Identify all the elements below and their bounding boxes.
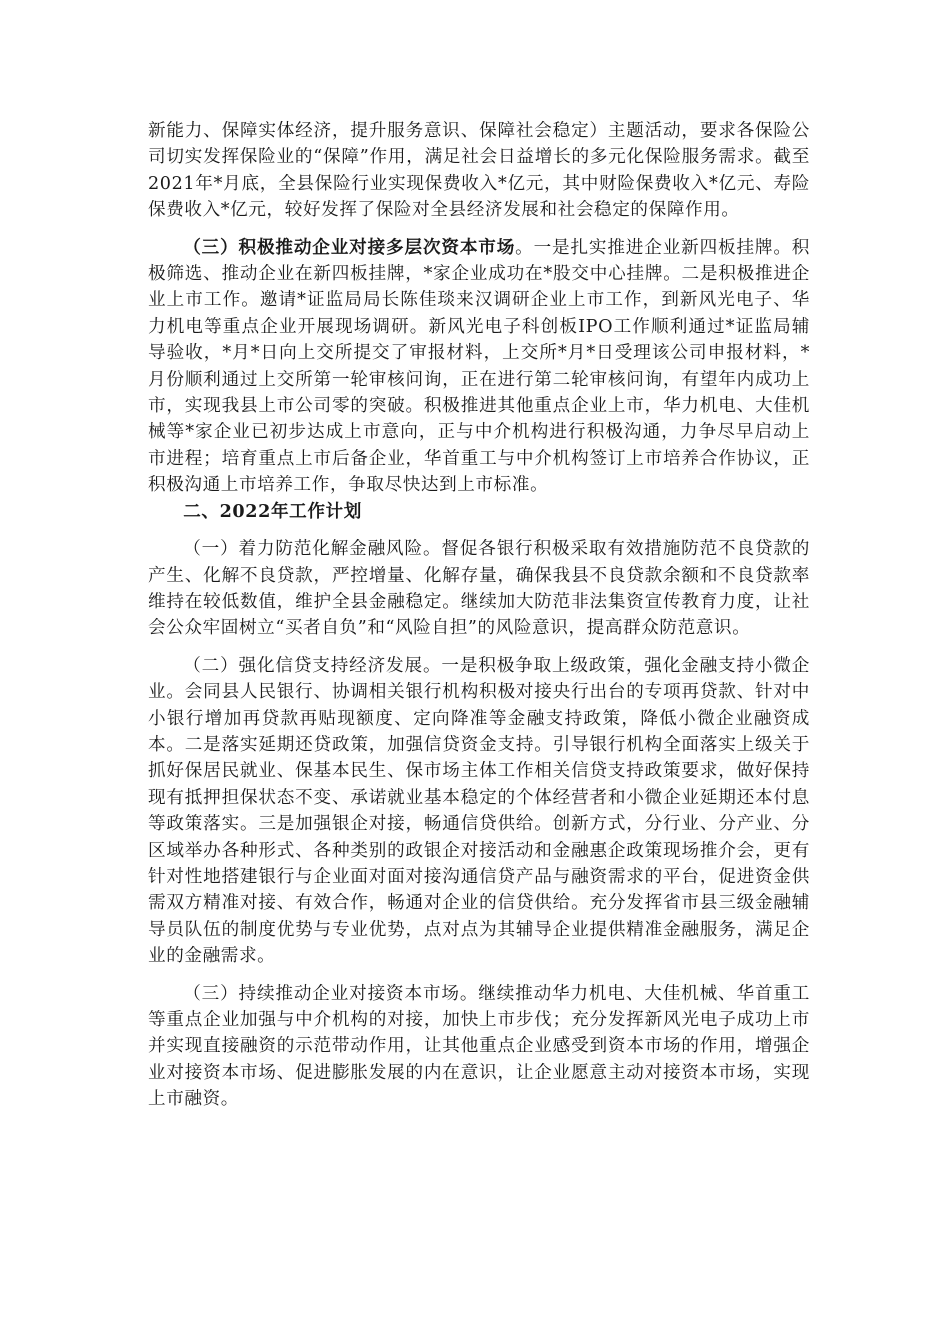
paragraph-lead-heading: （三）积极推动企业对接多层次资本市场 bbox=[183, 236, 516, 258]
paragraph-insurance-summary: 新能力、保障实体经济，提升服务意识、保障社会稳定）主题活动，要求各保险公司切实发挥保险业的“保障”作用，满足社会日益增长的多元化保险服务需求。截至2021年*月底，全县保险行业实现保费收入*亿元，其中财险保费收入*亿元、寿险保费收入*亿元，较好发挥了保险对全县经济发展和社会稳定的保障作用。 bbox=[148, 121, 810, 221]
document-body bbox=[148, 118, 810, 1113]
paragraph-capital-market-progress bbox=[148, 235, 810, 499]
paragraph-body-text: 。一是扎实推进企业新四板挂牌。积极筛选、推动企业在新四板挂牌，*家企业成功在*股交中心挂牌。二是积极推进企业上市工作。邀请*证监局局长陈佳琰来汉调研企业上市工作，到新风光电子、华力机电等重点企业开展现场调研。新风光电子科创板IPO工作顺利通过*证监局辅导验收，*月*日向上交所提交了审报材料，上交所*月*日受理该公司申报材料，*月份顺利通过上交所第一轮审核问询，正在进行第二轮审核问询，有望年内成功上市，实现我县上市公司零的突破。积极推进其他重点企业上市，华力机电、大佳机械等*家企业已初步达成上市意向，正与中介机构进行积极沟通，力争尽早启动上市进程；培育重点上市后备企业，华首重工与中介机构签订上市培养合作协议，正积极沟通上市培养工作，争取尽快达到上市标准。 bbox=[148, 237, 810, 496]
paragraph-capital-market-plan: （三）持续推动企业对接资本市场。继续推动华力机电、大佳机械、华首重工等重点企业加强与中介机构的对接，加快上市步伐；充分发挥新风光电子成功上市并实现直接融资的示范带动作用，让其他重点企业感受到资本市场的作用，增强企业对接资本市场、促进膨胀发展的内在意识，让企业愿意主动对接资本市场，实现上市融资。 bbox=[148, 983, 810, 1110]
section-heading-2022-plan: 二、2022年工作计划 bbox=[183, 500, 362, 522]
paragraph-credit-support: （二）强化信贷支持经济发展。一是积极争取上级政策，强化金融支持小微企业。会同县人民银行、协调相关银行机构积极对接央行出台的专项再贷款、针对中小银行增加再贷款再贴现额度、定向降准等金融支持政策，降低小微企业融资成本。二是落实延期还贷政策，加强信贷资金支持。引导银行机构全面落实上级关于抓好保居民就业、保基本民生、保市场主体工作相关信贷支持政策要求，做好保持现有抵押担保状态不变、承诺就业基本稳定的个体经营者和小微企业延期还本付息等政策落实。三是加强银企对接，畅通信贷供给。创新方式，分行业、分产业、分区域举办各种形式、各种类别的政银企对接活动和金融惠企政策现场推介会，更有针对性地搭建银行与企业面对面对接沟通信贷产品与融资需求的平台，促进资金供需双方精准对接、有效合作，畅通对企业的信贷供给。充分发挥省市县三级金融辅导员队伍的制度优势与专业优势，点对点为其辅导企业提供精准金融服务，满足企业的金融需求。 bbox=[148, 655, 810, 967]
paragraph-financial-risk: （一）着力防范化解金融风险。督促各银行积极采取有效措施防范不良贷款的产生、化解不良贷款，严控增量、化解存量，确保我县不良贷款余额和不良贷款率维持在较低数值，维护全县金融稳定。继续加大防范非法集资宣传教育力度，让社会公众牢固树立“买者自负”和“风险自担”的风险意识，提高群众防范意识。 bbox=[148, 539, 810, 639]
